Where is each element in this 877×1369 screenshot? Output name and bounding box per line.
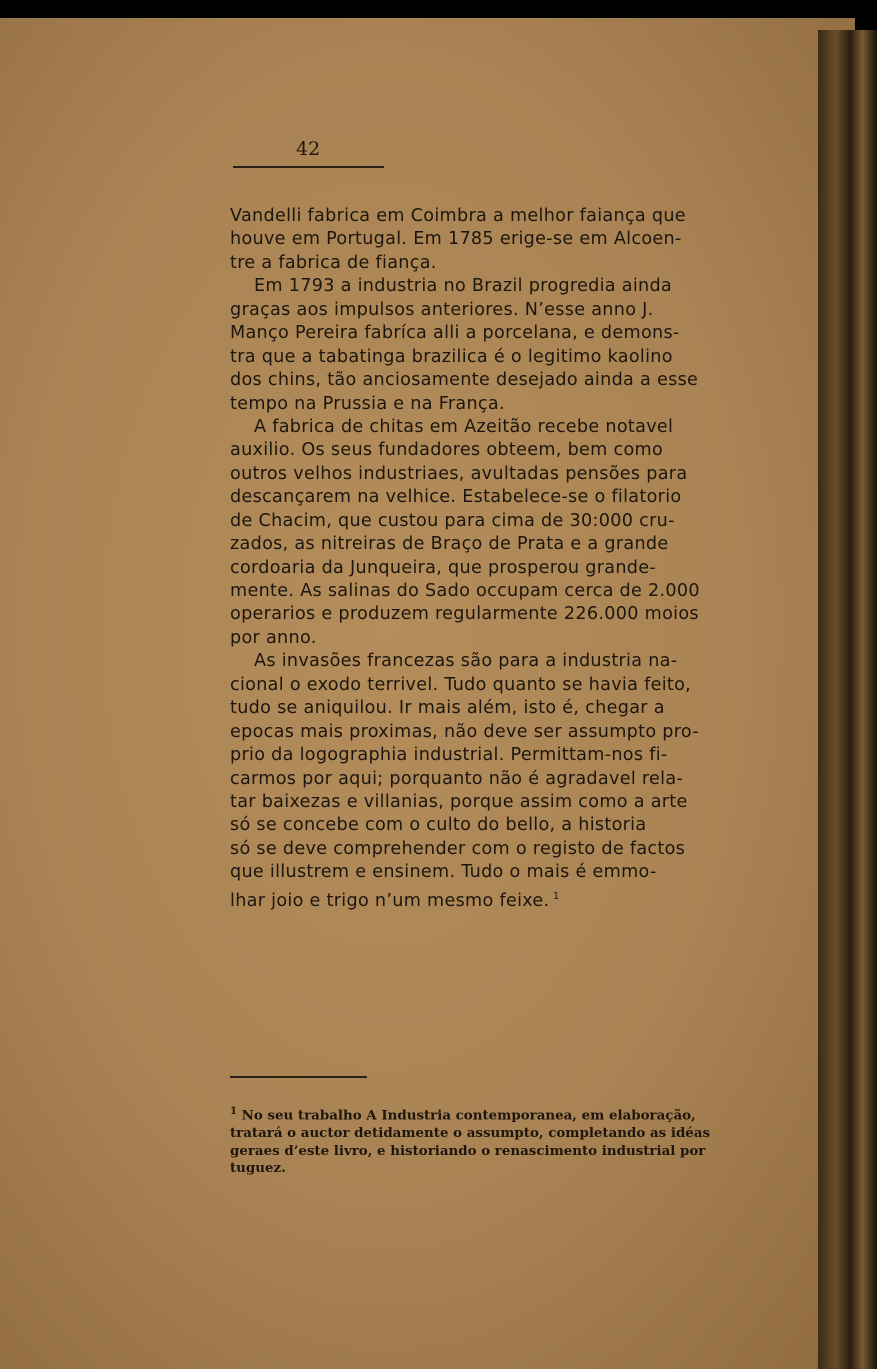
- footnote-line-text: tratará o auctor detidamente o assumpto, completando as idéas: [230, 1125, 711, 1142]
- text-line: lhar joio e trigo n’um mesmo feixe. $^1$: [230, 890, 560, 911]
- text-line: As invasões francezas são para a industria na-: [254, 651, 678, 672]
- text-line: auxilio. Os seus fundadores obteem, bem como: [230, 440, 664, 461]
- page-edge-binding: [818, 30, 877, 1369]
- footnote-line: [230, 1103, 785, 1125]
- text-line: cordoaria da Junqueira, que prosperou grande-: [230, 557, 657, 578]
- text-line: operarios e produzem regularmente 226.000 moios: [230, 604, 699, 625]
- text-line: mente. As salinas do Sado occupam cerca de 2.000: [230, 581, 700, 601]
- footnote-line: [230, 1160, 785, 1178]
- text-line: tre a fabrica de fiança.: [230, 252, 437, 273]
- text-line: dos chins, tão anciosamente desejado ainda a esse: [230, 370, 699, 391]
- text-line: tempo na Prussia e na França.: [230, 393, 505, 414]
- footnote-rule: [230, 1076, 367, 1078]
- page-number: 42: [296, 138, 321, 160]
- text-line: Vandelli fabrica em Coimbra a melhor faiança que: [230, 206, 686, 226]
- text-line: que illustrem e ensinem. Tudo o mais é emmo-: [230, 862, 657, 883]
- text-line: por anno.: [230, 627, 317, 648]
- text-line: só se concebe com o culto do bello, a historia: [230, 815, 647, 836]
- footnote-line-text: geraes d’este livro, e historiando o renascimento industrial por: [230, 1142, 706, 1159]
- footnote-line: [230, 1125, 785, 1143]
- text-line: só se deve comprehender com o registo de factos: [230, 838, 686, 859]
- text-line: tra que a tabatinga brazilica é o legitimo kaolino: [230, 346, 673, 367]
- text-line: houve em Portugal. Em 1785 erige-se em Alcoen-: [230, 229, 682, 250]
- footnote-marker: 1: [230, 1106, 237, 1117]
- text-line: Manço Pereira fabríca alli a porcelana, e demons-: [230, 323, 680, 344]
- text-line: tudo se aniquilou. Ir mais além, isto é, chegar a: [230, 698, 665, 719]
- text-line: zados, as nitreiras de Braço de Prata e a grande: [230, 534, 669, 555]
- text-line: cional o exodo terrivel. Tudo quanto se havia feito,: [230, 674, 692, 695]
- footnote-line-text: tuguez.: [230, 1160, 286, 1177]
- text-line: tar baixezas e villanias, porque assim como a arte: [230, 791, 688, 812]
- text-line: Em 1793 a industria no Brazil progredia ainda: [254, 276, 673, 297]
- text-line: graças aos impulsos anteriores. N’esse anno J.: [230, 299, 654, 320]
- text-line: prio da logographia industrial. Permittam-nos fi-: [230, 745, 668, 766]
- text-line: epocas mais proximas, não deve ser assumpto pro-: [230, 721, 699, 742]
- text-line: de Chacim, que custou para cima de 30:000 cru-: [230, 510, 675, 531]
- body-text: [230, 205, 770, 911]
- footnote-reference[interactable]: 1: [549, 890, 560, 902]
- text-line: A fabrica de chitas em Azeitão recebe notavel: [254, 416, 674, 437]
- text-line: outros velhos industriaes, avultadas pensões para: [230, 463, 688, 484]
- footnote-line-text: No seu trabalho A Industria contemporanea, em elaboração,: [241, 1107, 696, 1124]
- footnote-line: [230, 1143, 785, 1161]
- text-line: descançarem na velhice. Estabelece-se o filatorio: [230, 487, 682, 508]
- header-rule: [233, 166, 384, 168]
- text-line: carmos por aqui; porquanto não é agradavel rela-: [230, 768, 684, 789]
- footnote: [230, 1103, 785, 1178]
